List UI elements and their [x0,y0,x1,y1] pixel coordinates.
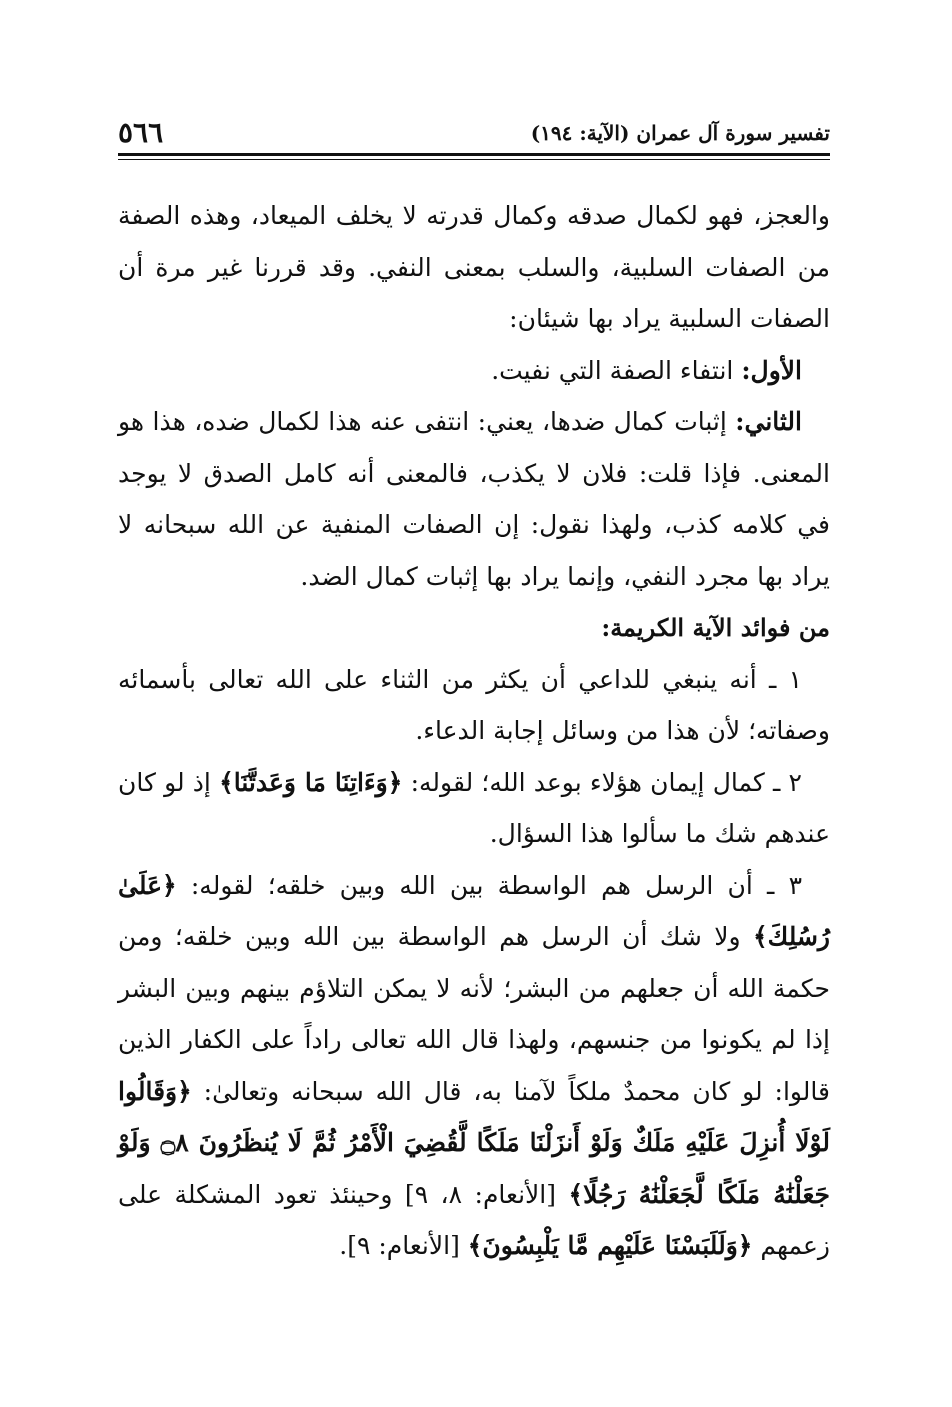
benefit-3 [118,860,830,1272]
first-text: انتفاء الصفة التي نفيت. [491,355,742,385]
second-label: الثاني: [735,407,802,436]
benefit-3-text-a: ٣ ـ أن الرسل هم الواسطة بين الله وبين خلقه؛ لقوله: [176,870,802,900]
page-header [118,95,830,151]
benefit-1: ١ ـ أنه ينبغي للداعي أن يكثر من الثناء على الله تعالى بأسمائه وصفاته؛ لأن هذا من وسائل إجابة الدعاء. [118,664,830,745]
book-page [118,95,830,1335]
quran-quote: ﴿وَقَالُوا لَوْلَا أُنزِلَ عَلَيْهِ مَلَكٌ وَلَوْ أَنزَلْنَا مَلَكًا لَّقُضِيَ الْأَمْرُ ثُمَّ لَا يُنظَرُونَ ۝٨ وَلَوْ جَعَلْنَٰهُ مَلَكًا لَّجَعَلْنَٰهُ رَجُلًا﴾ [118,1076,831,1209]
running-title: تفسير سورة آل عمران (الآية: ١٩٤) [530,121,830,145]
section-heading: من فوائد الآية الكريمة: [601,613,830,642]
benefit-3-text-d: [الأنعام: ٩]. [339,1231,468,1260]
benefit-2-text-b: إذ لو كان عندهم شك ما سألوا هذا السؤال. [118,767,830,848]
quran-quote: ﴿وَلَلَبَسْنَا عَلَيْهِم مَّا يَلْبِسُونَ﴾ [467,1231,753,1260]
paragraph-second-meaning [118,396,830,602]
page-number: ٥٦٦ [118,116,164,149]
benefit-2-text-a: ٢ ـ كمال إيمان هؤلاء بوعد الله؛ لقوله: [402,767,802,797]
header-rule-thin [118,159,830,160]
second-text: إثبات كمال ضدها، يعني: انتفى عنه هذا لكمال ضده، هذا هو المعنى. فإذا قلت: فلان لا يكذب، فالمعنى أنه كامل الصدق لا يوجد في كلامه كذب، ولهذا نقول: إن الصفات المنفية عن الله سبحانه لا يراد بها مجرد النفي، وإنما يراد بها إثبات كمال الضد. [118,407,830,591]
quran-quote: ﴿عَلَىٰ رُسُلِكَ﴾ [118,870,830,951]
page-body [118,190,830,1272]
quran-quote: ﴿وَءَاتِنَا مَا وَعَدتَّنَا﴾ [219,767,403,797]
header-rule-thick [118,153,830,156]
paragraph-first-meaning [118,345,830,397]
benefit-3-text-b: ولا شك أن الرسل هم الواسطة بين الله وبين خلقه؛ ومن حكمة الله أن جعلهم من البشر؛ لأنه لا يمكن التلاؤم بينهم وبين البشر إذا لم يكونوا من جنسهم، ولهذا قال الله تعالى راداً على الكفار الذين قالوا: لو كان محمدٌ ملكاً لآمنا به، قال الله سبحانه وتعالىٰ: [118,922,830,1106]
benefit-2 [118,757,830,860]
first-label: الأول: [741,355,802,385]
benefit-3-text-c: [الأنعام: ٨، ٩] وحينئذ تعود المشكلة على زعمهم [118,1179,830,1260]
paragraph-1: والعجز، فهو لكمال صدقه وكمال قدرته لا يخلف الميعاد، وهذه الصفة من الصفات السلبية، والسلب بمعنى النفي. وقد قررنا غير مرة أن الصفات السلبية يراد بها شيئان: [118,201,830,333]
